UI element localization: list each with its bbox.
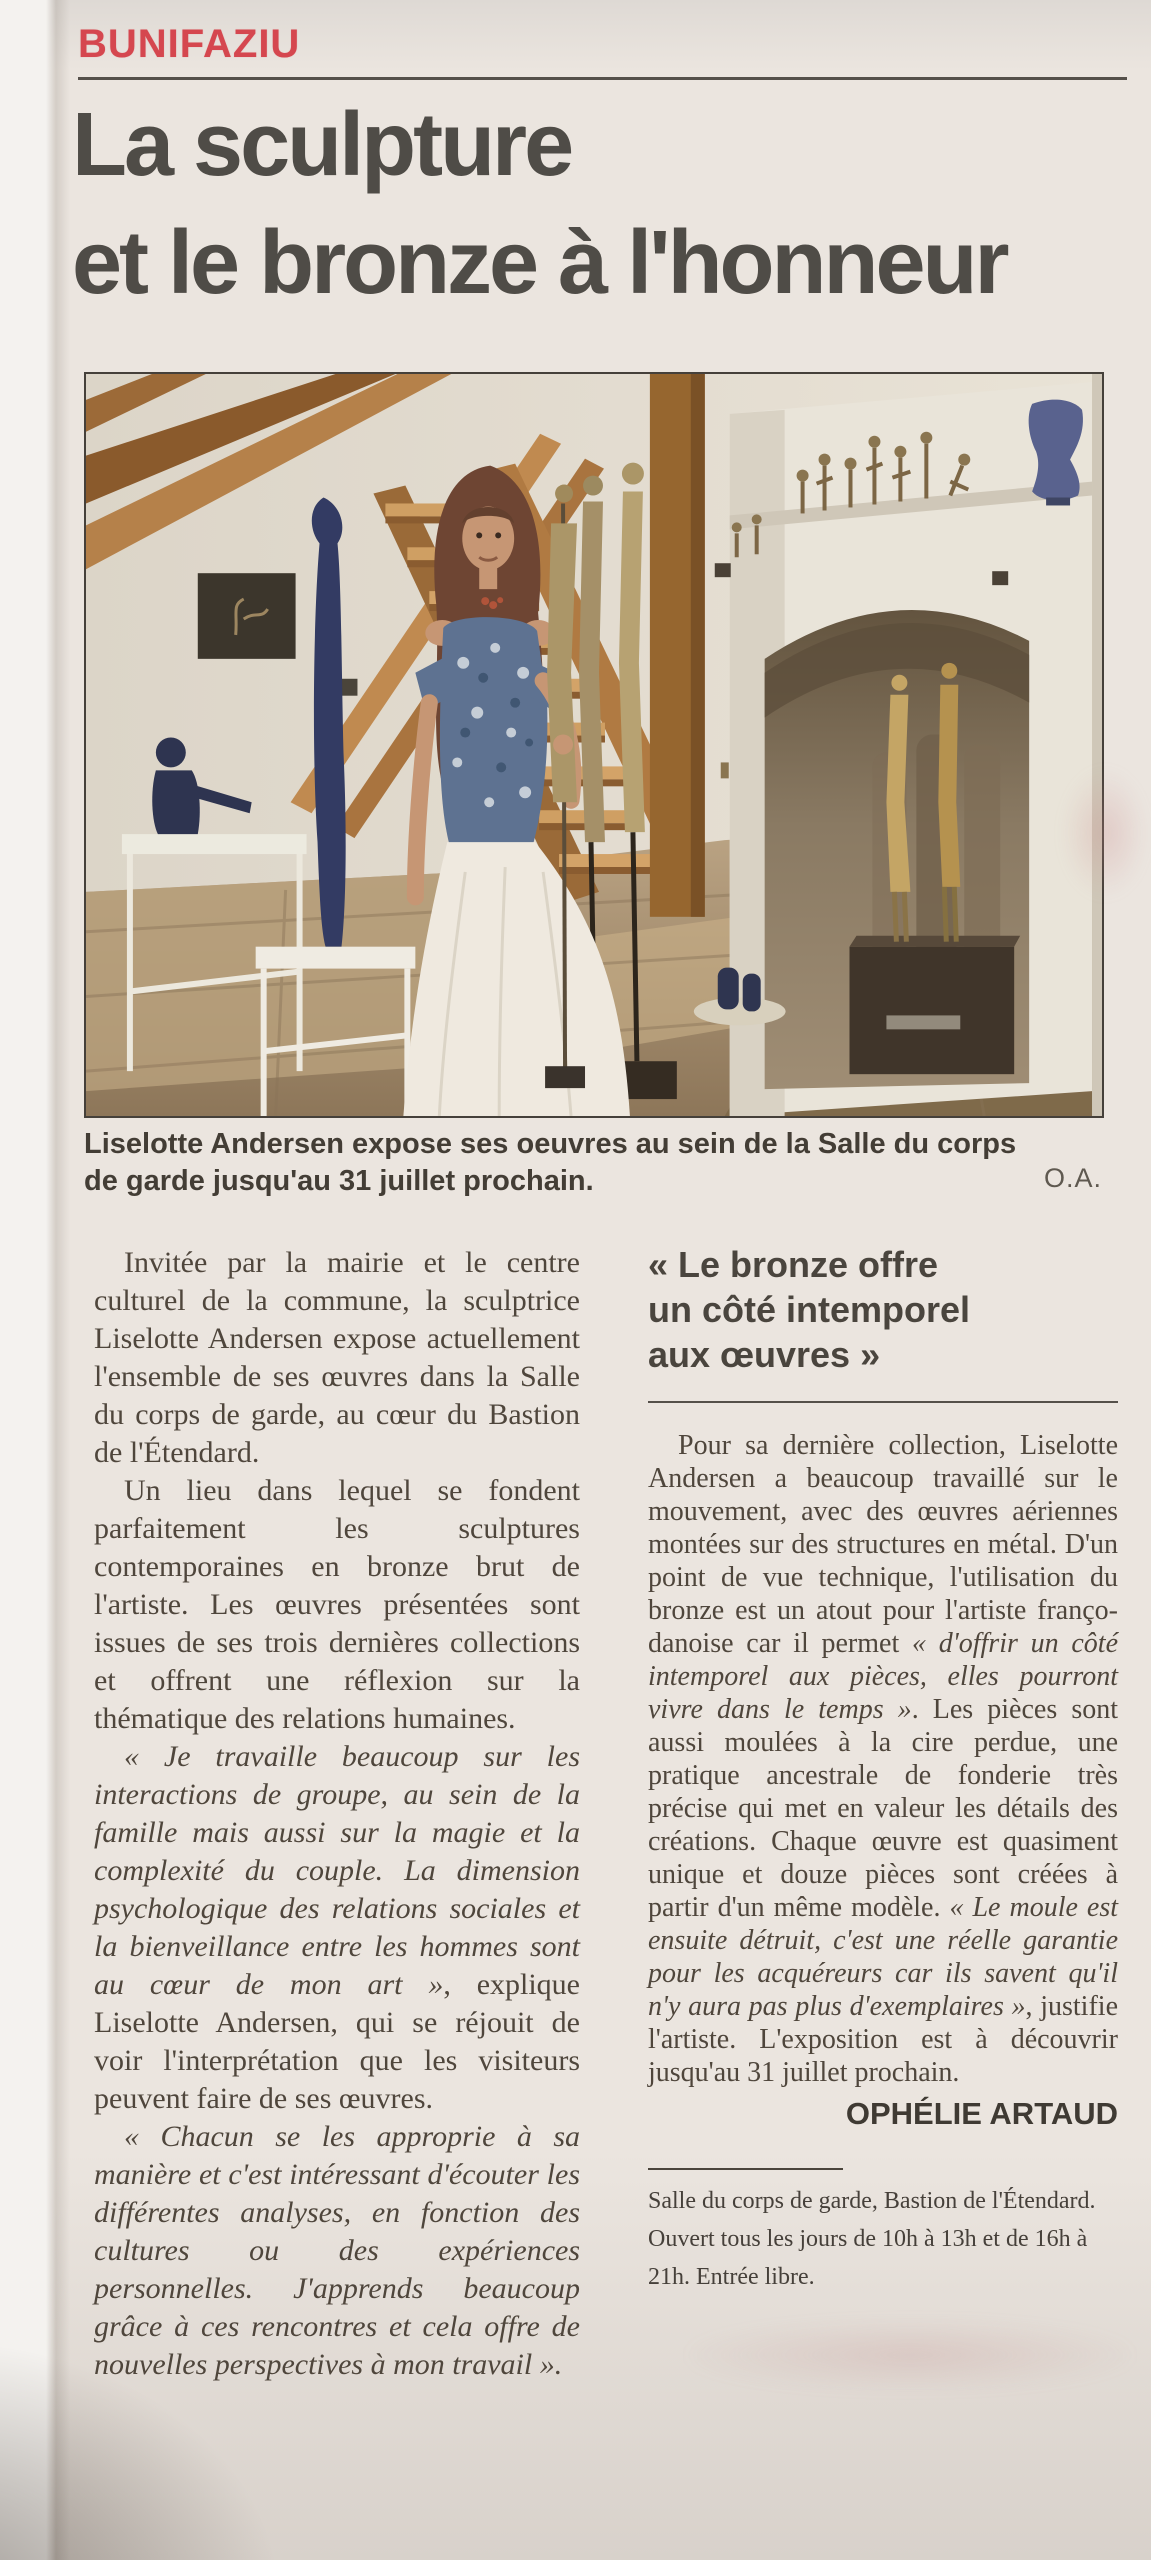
body-paragraph: Pour sa dernière collection, Liselotte Andersen a beaucoup travaillé sur le mouvement, avec des œuvres aériennes montées sur des structures en métal. D'un point de vue technique, l'utilisation du bronze est un atout pour l'artiste franço-danoise car il permet « d'offrir un côté intemporel aux pièces, elles pourront vivre dans le temps ». Les pièces sont aussi moulées à la cire perdue, une pratique ancestrale de fonderie très précise qui met en valeur les détails des créations. Chaque œuvre est quasiment unique et douze pièces sont créées à partir d'un même modèle. « Le moule est ensuite détruit, c'est une réelle garantie pour les acquéreurs car ils savent qu'il n'y aura pas plus d'exemplaires », justifie l'artiste. L'exposition est à découvrir jusqu'au 31 juillet prochain. <box>648 1430 1118 2088</box>
photo-caption-text: Liselotte Andersen expose ses oeuvres au sein de la Salle du corps de garde jusqu'au 31 juillet prochain. <box>84 1128 1017 1197</box>
exhibition-photo-illustration <box>86 374 1102 1116</box>
pull-quote-line-1: « Le bronze offre <box>648 1244 939 1285</box>
exhibition-photo <box>84 372 1104 1118</box>
print-bleedthrough <box>690 2320 1130 2390</box>
article-body-right-column <box>648 1429 1118 2089</box>
body-paragraph: Un lieu dans lequel se fondent parfaitement les sculptures contemporaines en bronze brut de l'artiste. Les œuvres présentées sont issues de ses trois dernières collections et offrent une réflexion sur la thématique des relations humaines. <box>94 1474 580 1735</box>
pull-quote-line-3: aux œuvres » <box>648 1334 881 1375</box>
body-paragraph: « Chacun se les approprie à sa manière et c'est intéressant d'écouter les différentes analyses, en fonction des cultures ou des expériences personnelles. J'apprends beaucoup grâce à ces rencontres et cela offre de nouvelles perspectives à mon travail ». <box>94 2120 580 2381</box>
headline-line-1: La sculpture <box>72 95 572 195</box>
footnote-rule <box>648 2168 843 2170</box>
article-headline <box>72 86 1142 322</box>
pull-quote <box>648 1242 1118 1377</box>
practical-info-footnote <box>648 2168 1118 2296</box>
headline-line-2: et le bronze à l'honneur <box>72 213 1007 313</box>
wall-edge <box>1092 374 1102 1116</box>
footnote-text: Salle du corps de garde, Bastion de l'Étendard. Ouvert tous les jours de 10h à 13h et de 16h à 21h. Entrée libre. <box>648 2188 1096 2290</box>
timber-post <box>650 374 705 917</box>
kicker-rule <box>78 77 1127 80</box>
body-paragraph: Invitée par la mairie et le centre culturel de la commune, la sculptrice Liselotte Andersen expose actuellement l'ensemble de ses œuvres dans la Salle du corps de garde, au cœur du Bastion de l'Étendard. <box>94 1246 580 1469</box>
photo-credit: O.A. <box>1043 1163 1102 1193</box>
body-paragraph: « Je travaille beaucoup sur les interactions de groupe, au sein de la famille mais aussi sur la magie et la complexité du couple. La dimension psychologique des relations sociales et la bienveillance entre les hommes sont au cœur de mon art », explique Liselotte Andersen, qui se réjouit de voir l'interprétation que les visiteurs peuvent faire de ses œuvres. <box>94 1740 580 2115</box>
pull-quote-rule <box>648 1401 1118 1403</box>
article-body-left-column <box>94 1244 580 2384</box>
photo-caption <box>84 1126 1104 1200</box>
author-byline: OPHÉLIE ARTAUD <box>845 2096 1118 2131</box>
pull-quote-line-2: un côté intemporel <box>648 1289 971 1330</box>
article-right-column <box>648 1242 1118 2296</box>
section-kicker: BUNIFAZIU <box>78 22 301 66</box>
